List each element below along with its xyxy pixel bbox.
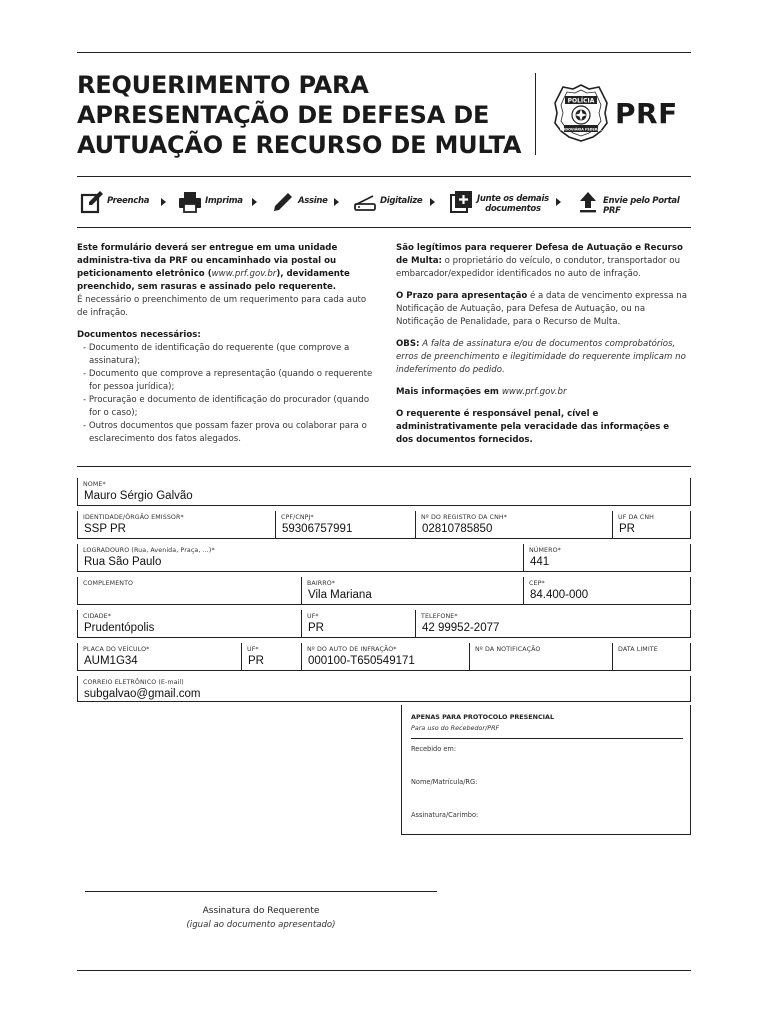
step-label-attach-line2: documentos <box>485 204 541 214</box>
form-top-rule <box>77 466 691 467</box>
steps-bar <box>80 190 690 220</box>
data-limite-field[interactable] <box>612 643 692 670</box>
bairro-label: BAIRRO* <box>307 580 336 587</box>
protocol-received-label: Recebido em: <box>411 745 457 753</box>
cnh-field[interactable] <box>415 511 612 538</box>
cidade-label: CIDADE* <box>83 613 111 620</box>
legitimacy-paragraph <box>396 242 688 281</box>
info-paragraph <box>396 386 688 399</box>
badge-top-text: POLÍCIA <box>567 97 595 105</box>
step-scan <box>353 190 422 220</box>
docs-section <box>77 329 373 446</box>
email-field[interactable] <box>78 676 692 701</box>
step-upload <box>576 190 690 220</box>
instructions-right <box>396 242 688 456</box>
step-attach <box>450 190 549 220</box>
protocol-signature-label: Assinatura/Carimbo: <box>411 811 479 819</box>
notificacao-label: Nº DA NOTIFICAÇÃO <box>475 646 541 653</box>
cpf-field[interactable] <box>275 511 415 538</box>
logradouro-value: Rua São Paulo <box>84 556 162 568</box>
legitimacy-text: o proprietário do veículo, o condutor, transportador ou embarcador/expedidor identificados no auto de infração. <box>396 256 681 279</box>
step-arrow-2 <box>252 198 257 206</box>
row-logradouro <box>77 544 691 572</box>
numero-label: NÚMERO* <box>529 547 561 554</box>
numero-value: 441 <box>530 556 550 568</box>
row-complemento <box>77 577 691 605</box>
header-bottom-rule <box>77 176 691 177</box>
auto-infracao-field[interactable] <box>301 643 469 670</box>
cep-value: 84.400-000 <box>530 589 589 601</box>
instructions-left <box>77 242 373 455</box>
uf-placa-field[interactable] <box>241 643 301 670</box>
uf-value: PR <box>308 622 324 634</box>
title-line-2: APRESENTAÇÃO DE DEFESA DE <box>77 101 490 129</box>
row-email <box>77 676 691 702</box>
uf-cnh-field[interactable] <box>612 511 692 538</box>
cep-label: CEP* <box>529 580 545 587</box>
identidade-label: IDENTIDADE/ÓRGÃO EMISSOR* <box>83 514 184 521</box>
protocol-box <box>401 705 691 835</box>
step-label-attach <box>477 194 549 214</box>
page-title <box>77 70 527 160</box>
cpf-value: 59306757991 <box>282 523 353 535</box>
step-arrow-1 <box>161 198 166 206</box>
row-identidade <box>77 511 691 539</box>
edit-icon <box>80 190 104 214</box>
prf-badge-logo <box>553 83 609 143</box>
cnh-value: 02810785850 <box>422 523 493 535</box>
uf-placa-value: PR <box>248 655 264 667</box>
title-line-3: AUTUAÇÃO E RECURSO DE MULTA <box>77 131 522 159</box>
top-rule <box>77 52 691 53</box>
uf-cnh-value: PR <box>619 523 635 535</box>
protocol-divider <box>411 738 683 739</box>
header-divider <box>535 73 536 155</box>
signature-line <box>85 891 437 892</box>
nome-label: NOME* <box>83 481 106 488</box>
row-cidade <box>77 610 691 638</box>
logradouro-field[interactable] <box>78 544 523 571</box>
info-url: www.prf.gov.br <box>501 387 567 397</box>
bairro-field[interactable] <box>301 577 523 604</box>
upload-icon <box>576 190 600 214</box>
intro-url: www.prf.gov.br <box>211 269 277 279</box>
signature-note: (igual ao documento apresentado) <box>186 920 336 930</box>
step-arrow-5 <box>556 198 561 206</box>
cep-field[interactable] <box>523 577 692 604</box>
cidade-value: Prudentópolis <box>84 622 155 634</box>
telefone-field[interactable] <box>415 610 692 637</box>
logradouro-label: LOGRADOURO (Rua, Avenida, Praça, ...)* <box>83 547 215 554</box>
legitimacy-bold: São legítimos para requerer Defesa de Autuação e Recurso de Multa: <box>396 243 683 266</box>
protocol-heading: APENAS PARA PROTOCOLO PRESENCIAL <box>411 713 555 721</box>
scanner-icon <box>353 190 377 214</box>
protocol-subheading: Para uso do Recebedor/PRF <box>411 724 500 732</box>
data-limite-label: DATA LIMITE <box>618 646 658 653</box>
step-label-attach-line1: Junte os demais <box>477 194 549 204</box>
bairro-value: Vila Mariana <box>308 589 372 601</box>
email-label: CORREIO ELETRÔNICO (E-mail) <box>83 679 184 686</box>
step-arrow-4 <box>430 198 435 206</box>
row-placa <box>77 643 691 671</box>
deadline-bold: O Prazo para apresentação <box>396 291 528 301</box>
row-nome <box>77 478 691 506</box>
cidade-field[interactable] <box>78 610 301 637</box>
placa-label: PLACA DO VEÍCULO* <box>83 646 150 653</box>
bottom-rule <box>77 970 691 971</box>
badge-bottom-text: RODOVIÁRIA FEDERAL <box>559 127 603 132</box>
uf-placa-label: UF* <box>247 646 259 653</box>
signature-title: Assinatura do Requerente <box>202 906 320 916</box>
obs-text: A falta de assinatura e/ou de documentos comprobatórios, erros de preenchimento e ilegitimidade do requerente implicam no indeferimento do pedido. <box>396 339 686 375</box>
telefone-value: 42 99952-2077 <box>422 622 500 634</box>
auto-infracao-value: 000100-T650549171 <box>308 655 415 667</box>
step-label-print: Imprima <box>205 196 243 206</box>
info-bold: Mais informações em <box>396 387 502 397</box>
obs-bold: OBS: <box>396 339 420 349</box>
auto-infracao-label: Nº DO AUTO DE INFRAÇÃO* <box>307 646 397 653</box>
step-sign <box>271 190 328 220</box>
uf-cnh-label: UF DA CNH <box>618 514 655 521</box>
identidade-field[interactable] <box>78 511 275 538</box>
step-print <box>178 190 243 220</box>
docs-item: - Documento que comprove a representação (quando o requerente for pessoa jurídica); <box>83 369 373 392</box>
intro-paragraph <box>77 242 373 320</box>
telefone-label: TELEFONE* <box>421 613 458 620</box>
nome-field[interactable] <box>78 478 692 505</box>
complemento-label: COMPLEMENTO <box>83 580 134 587</box>
add-document-icon <box>450 190 474 214</box>
uf-label: UF* <box>307 613 319 620</box>
cpf-label: CPF/CNPJ* <box>281 514 314 521</box>
prf-logo-text: PRF <box>615 97 678 130</box>
numero-field[interactable] <box>523 544 692 571</box>
complemento-field[interactable] <box>78 577 301 604</box>
docs-item: - Documento de identificação do requerente (que comprove a assinatura); <box>83 343 350 366</box>
pen-icon <box>271 190 295 214</box>
obs-paragraph <box>396 338 688 377</box>
deadline-text: é a data de vencimento expressa na Notificação de Autuação, para Defesa de Autuação, ou na Notificação de Penalidade, para o Recurso de Multa. <box>396 291 687 327</box>
docs-title: Documentos necessários: <box>77 330 201 340</box>
steps-bottom-rule <box>77 227 691 228</box>
step-fill <box>80 190 149 220</box>
notificacao-field[interactable] <box>469 643 612 670</box>
step-label-upload: Envie pelo Portal PRF <box>603 196 680 216</box>
uf-field[interactable] <box>301 610 415 637</box>
cnh-label: Nº DO REGISTRO DA CNH* <box>421 514 507 521</box>
printer-icon <box>178 190 202 214</box>
placa-value: AUM1G34 <box>84 655 138 667</box>
email-value: subgalvao@gmail.com <box>84 688 201 700</box>
placa-field[interactable] <box>78 643 241 670</box>
responsibility-bold: O requerente é responsável penal, cível e administrativamente pela veracidade das informações e dos documentos fornecidos. <box>396 409 670 445</box>
identidade-value: SSP PR <box>84 523 126 535</box>
protocol-name-label: Nome/Matrícula/RG: <box>411 778 478 786</box>
intro-bold-2: ), devidamente preenchido, sem rasuras e assinado pelo requerente. <box>77 269 350 292</box>
deadline-paragraph <box>396 290 688 329</box>
title-line-1: REQUERIMENTO PARA <box>77 71 369 99</box>
responsibility-paragraph <box>396 408 688 447</box>
step-label-fill: Preencha <box>107 196 150 206</box>
intro-normal: É necessário o preenchimento de um requerimento para cada auto de infração. <box>77 295 367 318</box>
step-label-sign: Assine <box>298 196 328 206</box>
docs-item: - Procuração e documento de identificação do procurador (quando for o caso); <box>83 395 370 418</box>
step-arrow-3 <box>334 198 339 206</box>
step-label-scan: Digitalize <box>380 196 423 206</box>
nome-value: Mauro Sérgio Galvão <box>84 490 193 502</box>
docs-item: - Outros documentos que possam fazer prova ou colaborar para o esclarecimento dos fatos alegados. <box>83 421 367 444</box>
intro-bold-1: Este formulário deverá ser entregue em uma unidade administra-tiva da PRF ou encaminhado via postal ou peticionamento eletrônico ( <box>77 243 338 279</box>
